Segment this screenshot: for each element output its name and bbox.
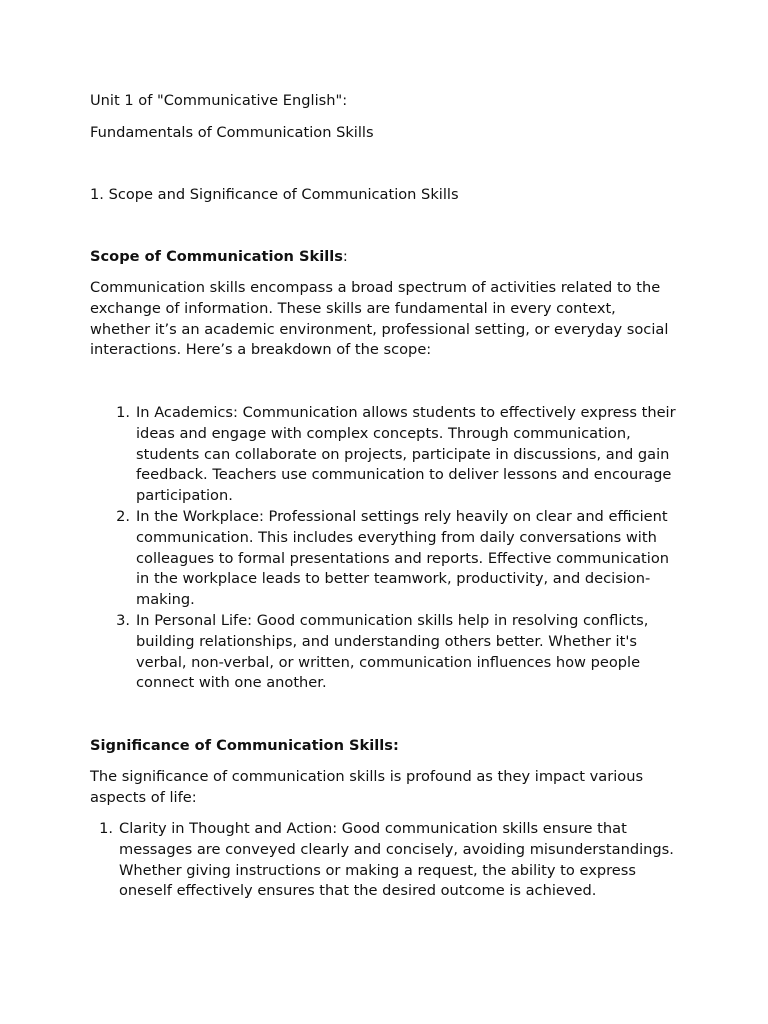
significance-intro: The significance of communication skills is profound as they impact various aspects of life: <box>90 768 644 806</box>
section-heading: 1. Scope and Significance of Communication Skills <box>90 186 459 203</box>
list-item <box>116 611 681 694</box>
list-item-number: 2. <box>116 507 130 525</box>
list-item <box>116 507 681 611</box>
significance-list <box>99 819 679 902</box>
scope-heading-bold: Scope of Communication Skills <box>90 248 343 265</box>
unit-heading: Unit 1 of "Communicative English": <box>90 92 348 109</box>
list-item <box>99 819 679 902</box>
scope-heading <box>90 247 348 268</box>
list-item <box>116 403 681 507</box>
list-item-text: Clarity in Thought and Action: Good communication skills ensure that messages are conveyed clearly and concisely, avoiding misunderstandings. Whether giving instructions or making a request, the ability to express oneself effectively ensures that the desired outcome is achieved. <box>119 820 674 900</box>
scope-heading-suffix: : <box>342 248 348 265</box>
significance-heading: Significance of Communication Skills: <box>90 737 399 754</box>
list-item-number: 1. <box>99 820 113 837</box>
list-item-text: In Personal Life: Good communication skills help in resolving conflicts, building relationships, and understanding others better. Whether it's verbal, non-verbal, or written, communication influences how people connect with one another. <box>136 611 649 692</box>
scope-list <box>116 403 681 694</box>
scope-intro: Communication skills encompass a broad spectrum of activities related to the exchange of information. These skills are fundamental in every context, whether it’s an academic environment, professional setting, or everyday social interactions. Here’s a breakdown of the scope: <box>90 279 669 359</box>
unit-title: Fundamentals of Communication Skills <box>90 124 374 141</box>
list-item-text: In Academics: Communication allows students to effectively express their ideas and engage with complex concepts. Through communication, students can collaborate on projects, participate in discussions, and gain feedback. Teachers use communication to deliver lessons and encourage participation. <box>136 404 676 505</box>
list-item-number: 3. <box>116 611 130 629</box>
list-item-number: 1. <box>116 404 130 421</box>
list-item-text: In the Workplace: Professional settings rely heavily on clear and efficient communication. This includes everything from daily conversations with colleagues to formal presentations and reports. Effective communication in the workplace leads to better teamwork, productivity, and decision-making. <box>136 507 669 609</box>
